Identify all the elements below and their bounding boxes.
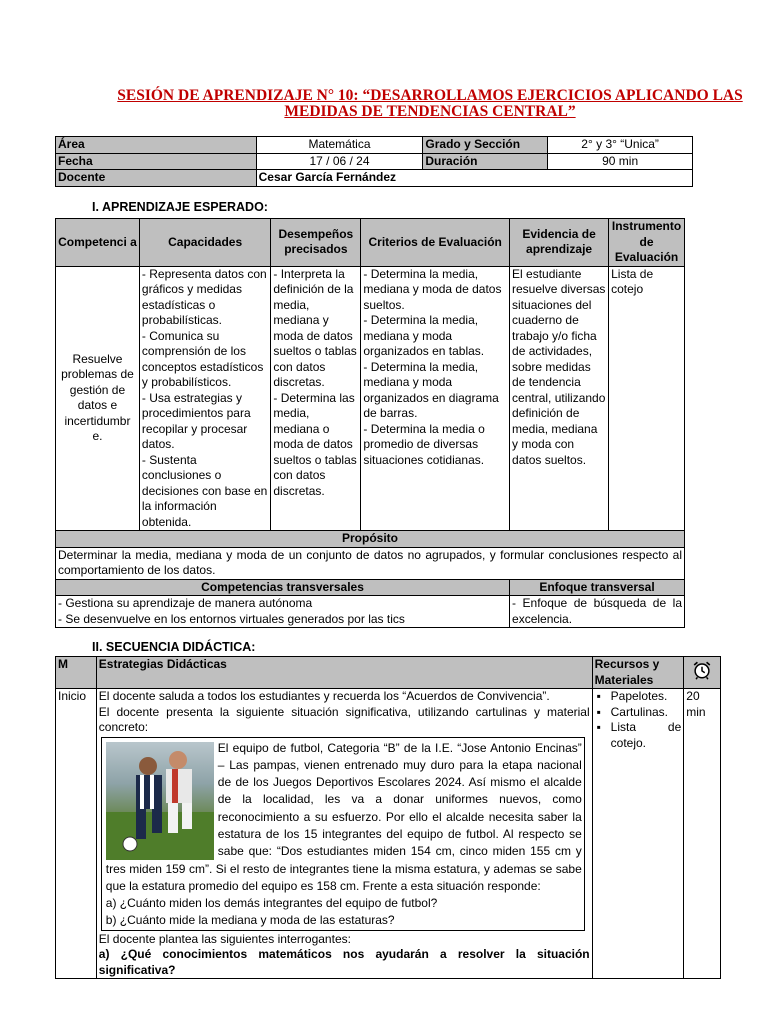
proposito-text: Determinar la media, mediana y moda de un conjunto de datos no agrupados, y formular conclusiones respecto al comportamiento de los datos. <box>56 547 685 579</box>
capacidad-item: - Sustenta conclusiones o decisiones con base en la información obtenida. <box>141 452 268 529</box>
criterio-item: - Determina la media, mediana y moda organizados en tablas. <box>363 313 485 358</box>
header-desempenos: Desempeños precisados <box>271 219 361 267</box>
grado-value: 2° y 3° “Unica” <box>548 137 693 154</box>
question-a: a) ¿Cuánto miden los demás integrantes del equipo de futbol? <box>105 896 438 911</box>
instrumento-cell: Lista de cotejo <box>609 266 685 531</box>
header-capacidades: Capacidades <box>139 219 270 267</box>
criterio-item: - Determina la media, mediana y moda organizados en diagrama de barras. <box>363 359 499 420</box>
estrategia-p1: El docente saluda a todos los estudiantes y recuerda los “Acuerdos de Convivencia”. <box>98 689 550 703</box>
header-momento: M <box>56 657 97 689</box>
aprendizaje-table <box>55 218 685 628</box>
grado-label: Grado y Sección <box>423 137 548 154</box>
header-recursos: Recursos y Materiales <box>592 657 684 689</box>
football-players-image <box>106 742 214 860</box>
capacidad-item: - Usa estrategias y procedimientos para recopilar y procesar datos. <box>141 390 251 451</box>
situacion-box <box>101 737 585 931</box>
header-criterios: Criterios de Evaluación <box>361 219 510 267</box>
criterio-item: - Determina la media o promedio de diversas situaciones cotidianas. <box>363 421 485 467</box>
recursos-list <box>595 689 682 751</box>
header-evidencia: Evidencia de aprendizaje <box>510 219 609 267</box>
duracion-value: 90 min <box>548 153 693 170</box>
football-photo <box>106 742 214 860</box>
capacidad-item: - Comunica su comprensión de los conceptos estadísticos y probabilísticos. <box>141 328 264 389</box>
recurso-item: ▪ Papelotes. <box>611 689 682 705</box>
enfoque-transversal-cell: - Enfoque de búsqueda de la excelencia. <box>510 596 685 628</box>
docente-label: Docente <box>56 170 257 187</box>
momento-inicio: Inicio <box>56 689 97 979</box>
section-secuencia-heading: II. SECUENCIA DIDÁCTICA: <box>92 640 256 654</box>
competencias-transversales-label: Competencias transversales <box>56 579 510 596</box>
alarm-clock-icon <box>691 659 713 681</box>
proposito-label: Propósito <box>56 531 685 548</box>
header-estrategias: Estrategias Didácticas <box>96 657 592 689</box>
fecha-value: 17 / 06 / 24 <box>256 153 423 170</box>
capacidad-item: - Representa datos con gráficos y medidas estadísticas o probabilísticas. <box>141 266 267 327</box>
criterios-cell <box>361 266 510 531</box>
competencia-cell: Resuelve problemas de gestión de datos e incertidumbr e. <box>56 266 140 531</box>
duracion-label: Duración <box>423 153 548 170</box>
desempenos-cell <box>271 266 361 531</box>
capacidades-cell <box>139 266 270 531</box>
evidencia-cell: El estudiante resuelve diversas situaciones del cuaderno de trabajo y/o ficha de actividades, sobre medidas de tendencia central, utilizando definición de media, mediana y moda con datos sueltos. <box>510 266 609 531</box>
desempeno-item: - Interpreta la definición de la media, mediana y moda de datos sueltos o tablas con datos discretas. <box>273 266 357 389</box>
competencia-transversal-item: - Se desenvuelve en los entornos virtuales generados por las tics <box>58 611 405 626</box>
area-label: Área <box>56 137 257 154</box>
question-b: b) ¿Cuánto mide la mediana y moda de las estaturas? <box>105 913 395 928</box>
desempeno-item: - Determina las media, mediana o moda de datos sueltos o tablas con datos discretas. <box>273 390 357 498</box>
competencia-transversal-item: - Gestiona su aprendizaje de manera autónoma <box>58 596 313 610</box>
header-competencia: Competenci a <box>56 219 140 267</box>
fecha-label: Fecha <box>56 153 257 170</box>
secuencia-table <box>55 656 721 979</box>
info-table <box>55 136 693 187</box>
enfoque-transversal-label: Enfoque transversal <box>510 579 685 596</box>
session-title: SESIÓN DE APRENDIZAJE N° 10: “DESARROLLAMOS EJERCICIOS APLICANDO LAS MEDIDAS DE TENDENCIAS CENTRAL” <box>117 87 743 120</box>
area-value: Matemática <box>256 137 423 154</box>
docente-value: Cesar García Fernández <box>256 170 692 187</box>
estrategias-cell <box>96 689 592 979</box>
criterio-item: - Determina la media, mediana y moda de datos sueltos. <box>363 266 502 312</box>
estrategia-p4: a) ¿Qué conocimientos matemáticos nos ayudarán a resolver la situación significativa? <box>98 947 590 977</box>
section-aprendizaje-heading: I. APRENDIZAJE ESPERADO: <box>92 200 268 214</box>
situacion-text: El equipo de futbol, Categoria “B” de la I.E. “Jose Antonio Encinas” – Las pampas, vienen entrenado muy duro para la etapa nacional de de los Juegos Deportivos Escolares 2024. Así mismo el alcalde de la localidad, les va a donar uniformes nuevos, como reconocimiento a su esfuerzo. Por ello el alcalde necesita saber la estatura de los 15 integrantes del equipo de futbol. Al respecto se sabe que: “Dos estudiantes miden 154 cm, cinco miden 155 cm y tres miden 159 cm”. Si el resto de integrantes tiene la misma estatura, y ademas se sabe que la estatura promedio del equipo es 158 cm. Frente a esta situación responde: <box>105 740 582 893</box>
recurso-item: ▪ Cartulinas. <box>611 705 682 721</box>
recursos-cell <box>592 689 684 979</box>
estrategia-p3: El docente plantea las siguientes interrogantes: <box>98 931 351 946</box>
recurso-item: ▪ Lista de cotejo. <box>611 720 682 751</box>
tiempo-cell: 20 min <box>684 689 721 979</box>
estrategia-p2: El docente presenta la siguiente situación significativa, utilizando cartulinas y material concreto: <box>98 704 590 734</box>
competencias-transversales-cell <box>56 596 510 628</box>
alarm-clock-icon <box>684 657 721 689</box>
header-instrumento: Instrumento de Evaluación <box>609 219 685 267</box>
